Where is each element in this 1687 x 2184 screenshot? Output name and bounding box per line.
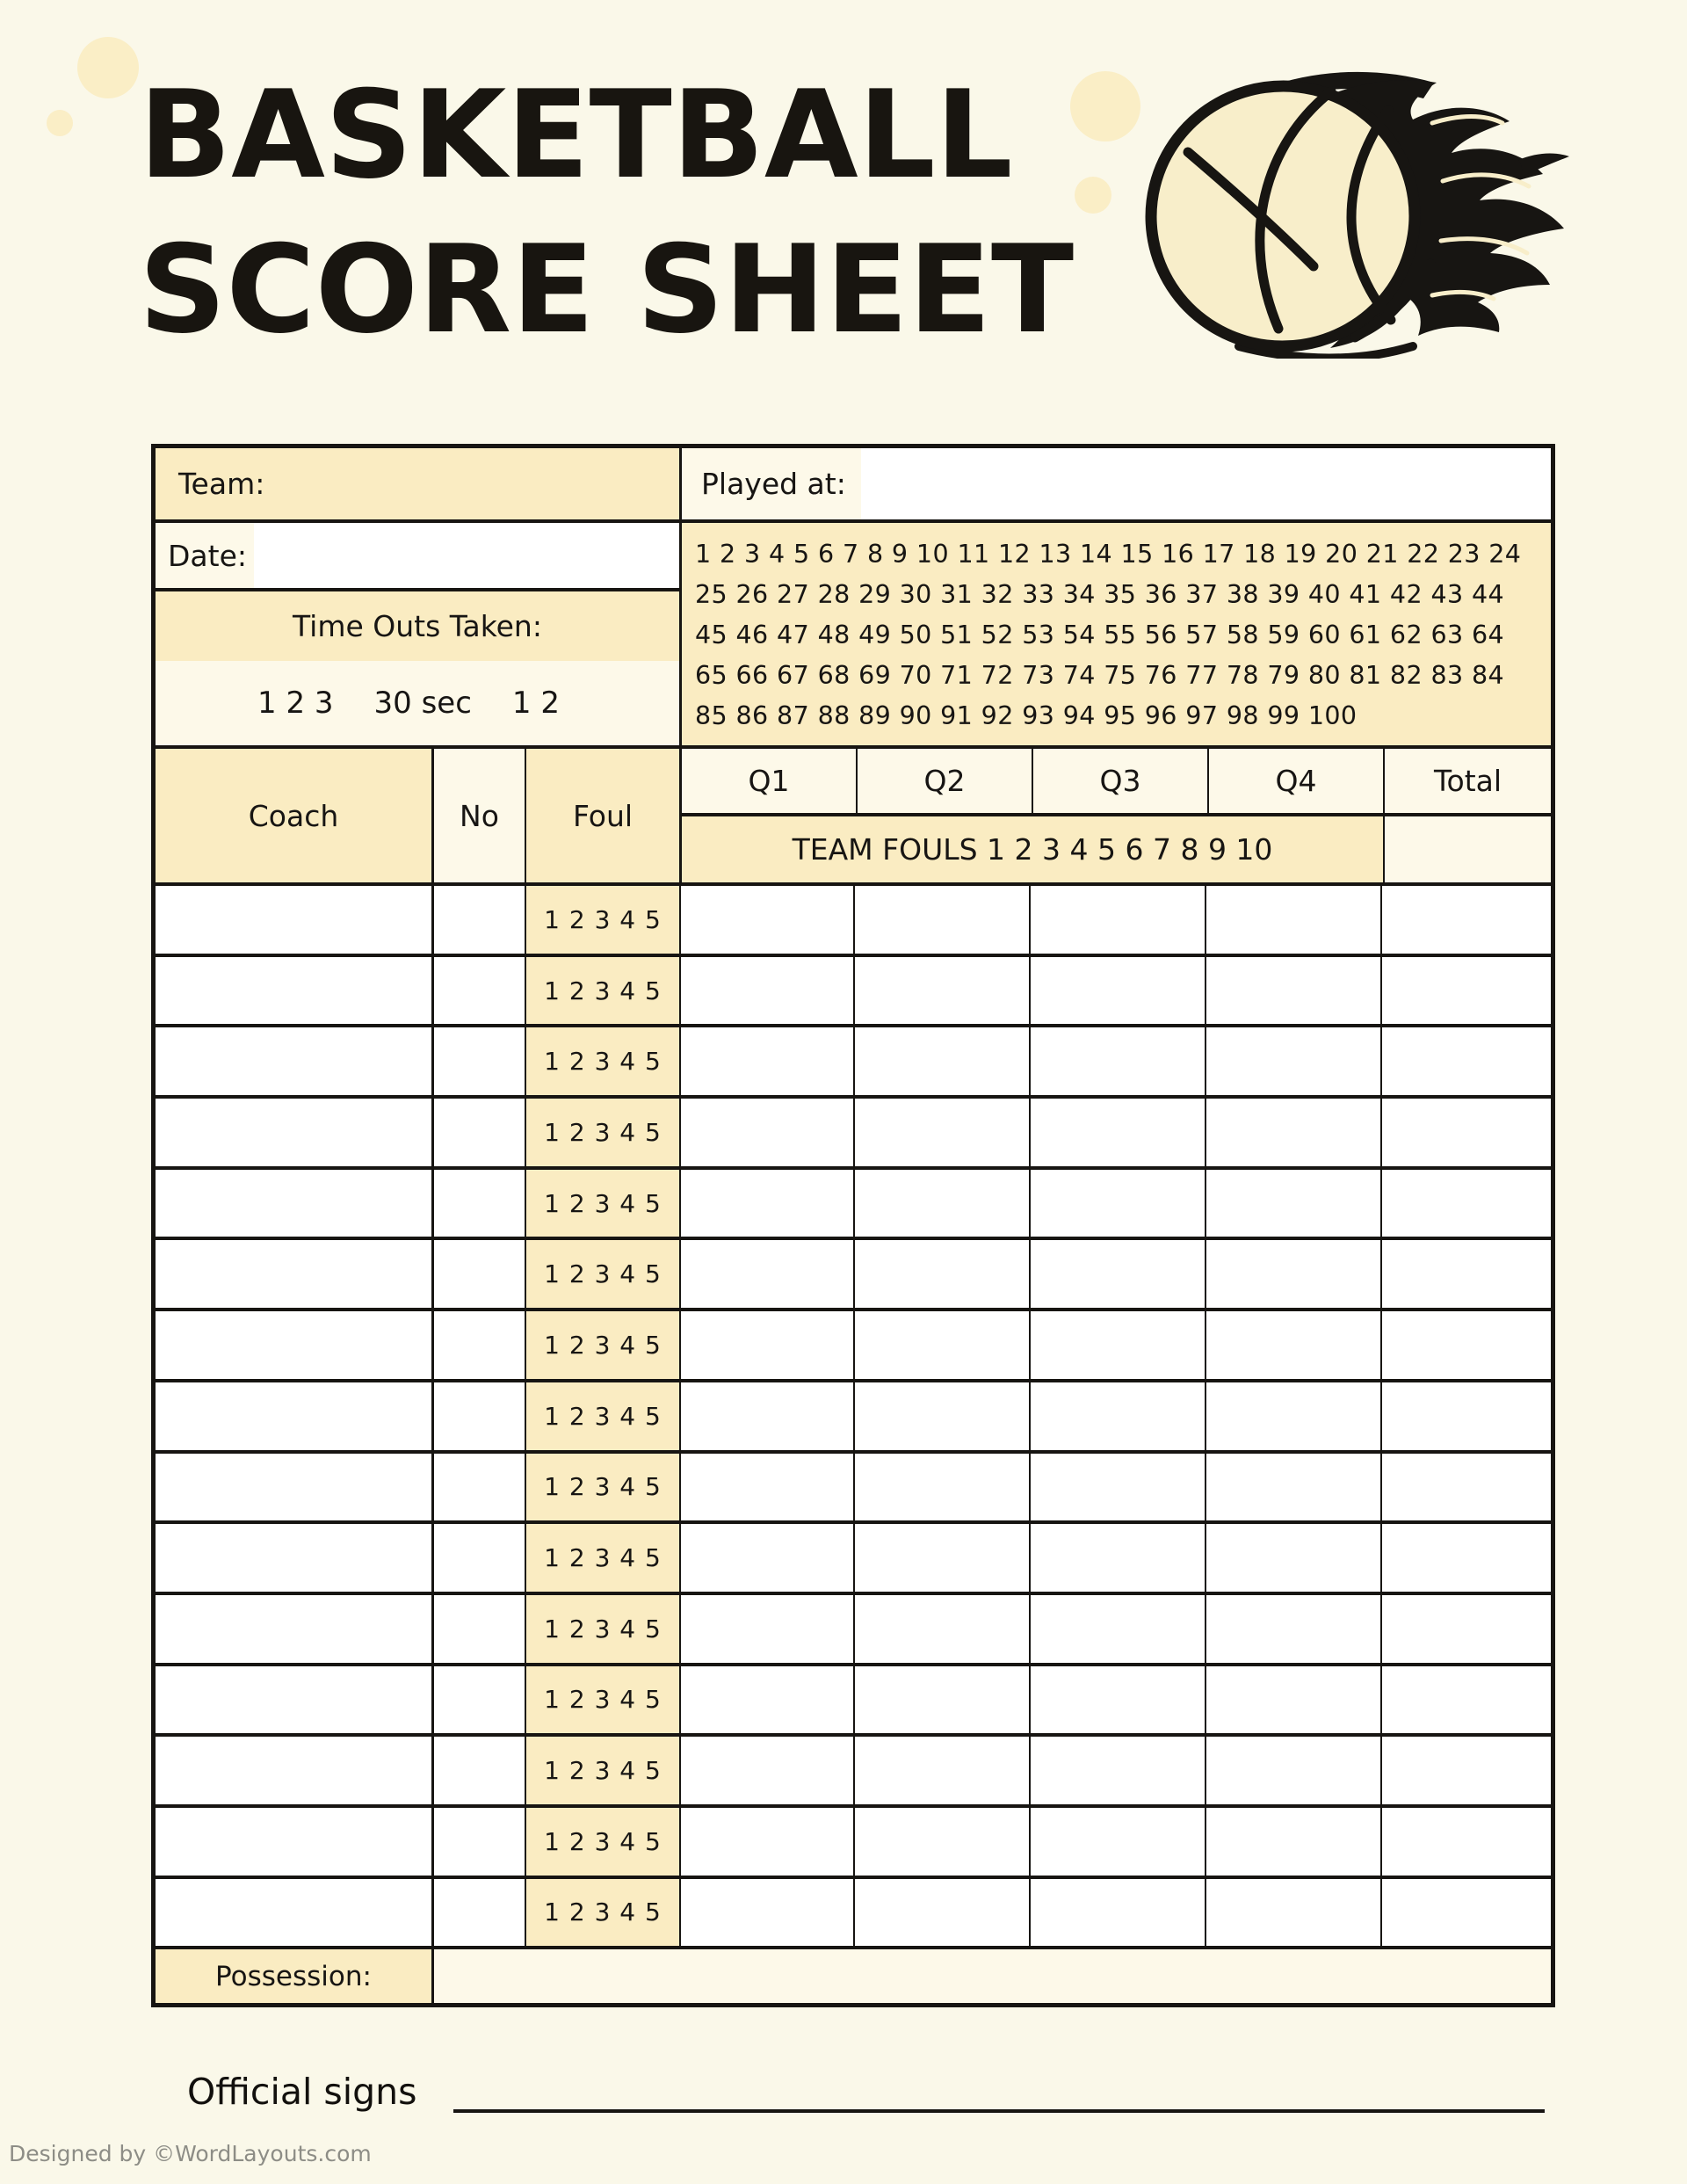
total-score-cell xyxy=(1380,1027,1551,1095)
q3-score-cell xyxy=(1029,886,1205,954)
q1-score-cell xyxy=(679,1099,853,1166)
q1-score-cell xyxy=(679,1311,853,1379)
date-and-score-row xyxy=(156,523,1551,749)
score-line: 25 26 27 28 29 30 31 32 33 34 35 36 37 38 39 40 41 42 43 44 xyxy=(695,580,1505,609)
q2-score-cell xyxy=(853,1808,1029,1876)
total-score-cell xyxy=(1380,1382,1551,1450)
total-score-cell xyxy=(1380,1808,1551,1876)
player-name-cell xyxy=(156,1879,431,1947)
q2-score-cell xyxy=(853,1027,1029,1095)
total-score-cell xyxy=(1380,886,1551,954)
player-no-cell xyxy=(431,1027,525,1095)
player-row xyxy=(156,1099,1551,1170)
timeouts-half-scale: 1 2 xyxy=(511,686,560,721)
timeouts-taken-header xyxy=(156,591,679,661)
player-row xyxy=(156,1311,1551,1382)
foul-scale-cell: 1 2 3 4 5 xyxy=(525,1737,679,1804)
score-line: 1 2 3 4 5 6 7 8 9 10 11 12 13 14 15 16 17 18 19 20 21 22 23 24 xyxy=(695,540,1522,569)
q4-score-cell xyxy=(1205,1524,1380,1592)
player-name-cell xyxy=(156,1737,431,1804)
q1-score-cell xyxy=(679,1382,853,1450)
q2-score-cell xyxy=(853,1595,1029,1663)
played-at-label: Played at: xyxy=(701,467,846,501)
q1-score-cell xyxy=(679,1170,853,1237)
player-name-cell xyxy=(156,957,431,1025)
score-line: 65 66 67 68 69 70 71 72 73 74 75 76 77 78 79 80 81 82 83 84 xyxy=(695,661,1505,690)
team-fouls-row xyxy=(682,816,1551,882)
player-no-cell xyxy=(431,886,525,954)
q4-header: Q4 xyxy=(1207,749,1383,813)
foul-scale-cell: 1 2 3 4 5 xyxy=(525,957,679,1025)
foul-scale-cell: 1 2 3 4 5 xyxy=(525,1524,679,1592)
foul-scale-cell: 1 2 3 4 5 xyxy=(525,1454,679,1521)
q1-score-cell xyxy=(679,1454,853,1521)
q1-score-cell xyxy=(679,1524,853,1592)
total-score-cell xyxy=(1380,1311,1551,1379)
q3-header: Q3 xyxy=(1032,749,1207,813)
q2-score-cell xyxy=(853,886,1029,954)
designer-credit: Designed by ©WordLayouts.com xyxy=(9,2141,372,2166)
q2-score-cell xyxy=(853,1737,1029,1804)
q1-score-cell xyxy=(679,1595,853,1663)
player-name-cell xyxy=(156,1808,431,1876)
q4-score-cell xyxy=(1205,1027,1380,1095)
running-score-grid xyxy=(679,523,1551,745)
player-row xyxy=(156,1524,1551,1595)
team-label: Team: xyxy=(178,467,265,501)
q1-header: Q1 xyxy=(682,749,856,813)
total-score-cell xyxy=(1380,1240,1551,1308)
total-score-cell xyxy=(1380,1170,1551,1237)
q4-score-cell xyxy=(1205,1737,1380,1804)
total-score-cell xyxy=(1380,1737,1551,1804)
score-sheet-table xyxy=(151,444,1555,2007)
player-name-cell xyxy=(156,1240,431,1308)
player-name-cell xyxy=(156,1027,431,1095)
q4-score-cell xyxy=(1205,1382,1380,1450)
foul-scale-cell: 1 2 3 4 5 xyxy=(525,1311,679,1379)
player-row xyxy=(156,1595,1551,1666)
date-timeouts-stack xyxy=(156,523,679,745)
q2-score-cell xyxy=(853,1170,1029,1237)
official-signs-signature-line xyxy=(453,2109,1545,2113)
decorative-circle xyxy=(1070,71,1140,141)
q2-score-cell xyxy=(853,1454,1029,1521)
q3-score-cell xyxy=(1029,1027,1205,1095)
timeouts-30sec-label: 30 sec xyxy=(373,686,472,721)
player-name-cell xyxy=(156,1595,431,1663)
q2-score-cell xyxy=(853,1099,1029,1166)
foul-scale-cell: 1 2 3 4 5 xyxy=(525,1240,679,1308)
official-signs-label: Official signs xyxy=(187,2071,417,2113)
q4-score-cell xyxy=(1205,1099,1380,1166)
q1-score-cell xyxy=(679,1027,853,1095)
q1-score-cell xyxy=(679,1879,853,1947)
player-no-cell xyxy=(431,1240,525,1308)
q4-score-cell xyxy=(1205,1666,1380,1734)
player-name-cell xyxy=(156,1170,431,1237)
flaming-basketball-icon xyxy=(1133,69,1573,359)
team-fouls-scale: TEAM FOULS 1 2 3 4 5 6 7 8 9 10 xyxy=(682,816,1383,882)
player-name-cell xyxy=(156,886,431,954)
foul-scale-cell: 1 2 3 4 5 xyxy=(525,1808,679,1876)
player-name-cell xyxy=(156,1311,431,1379)
q1-score-cell xyxy=(679,1737,853,1804)
coach-header xyxy=(156,749,431,882)
quarters-header-block xyxy=(679,749,1551,882)
q2-header: Q2 xyxy=(856,749,1032,813)
played-at-field xyxy=(679,448,1551,519)
player-no-cell xyxy=(431,1666,525,1734)
q4-score-cell xyxy=(1205,1808,1380,1876)
q1-score-cell xyxy=(679,1666,853,1734)
total-score-cell xyxy=(1380,1666,1551,1734)
q3-score-cell xyxy=(1029,1737,1205,1804)
player-name-cell xyxy=(156,1099,431,1166)
q3-score-cell xyxy=(1029,1311,1205,1379)
q3-score-cell xyxy=(1029,1879,1205,1947)
foul-scale-cell: 1 2 3 4 5 xyxy=(525,1099,679,1166)
decorative-circle xyxy=(77,37,139,98)
player-row xyxy=(156,1170,1551,1241)
q4-score-cell xyxy=(1205,1454,1380,1521)
q2-score-cell xyxy=(853,1666,1029,1734)
player-row xyxy=(156,1737,1551,1808)
quarter-header-row xyxy=(682,749,1551,816)
column-header-row xyxy=(156,749,1551,886)
q3-score-cell xyxy=(1029,1240,1205,1308)
q3-score-cell xyxy=(1029,1595,1205,1663)
foul-scale-cell: 1 2 3 4 5 xyxy=(525,1170,679,1237)
q3-score-cell xyxy=(1029,1666,1205,1734)
q4-score-cell xyxy=(1205,1240,1380,1308)
player-no-cell xyxy=(431,1808,525,1876)
number-header xyxy=(431,749,525,882)
player-no-cell xyxy=(431,1454,525,1521)
q2-score-cell xyxy=(853,1382,1029,1450)
score-line: 45 46 47 48 49 50 51 52 53 54 55 56 57 58 59 60 61 62 63 64 xyxy=(695,620,1505,649)
page-title-line2: SCORE SHEET xyxy=(139,219,1075,360)
timeouts-scale xyxy=(156,661,679,745)
q2-score-cell xyxy=(853,1240,1029,1308)
player-no-cell xyxy=(431,957,525,1025)
player-no-cell xyxy=(431,1595,525,1663)
q3-score-cell xyxy=(1029,1099,1205,1166)
total-score-cell xyxy=(1380,1879,1551,1947)
possession-label: Possession: xyxy=(156,1949,431,2003)
foul-header-label: Foul xyxy=(572,798,634,833)
foul-scale-cell: 1 2 3 4 5 xyxy=(525,1027,679,1095)
player-no-cell xyxy=(431,1524,525,1592)
team-row xyxy=(156,448,1551,523)
foul-scale-cell: 1 2 3 4 5 xyxy=(525,1382,679,1450)
total-score-cell xyxy=(1380,1099,1551,1166)
number-header-label: No xyxy=(460,798,499,833)
q1-score-cell xyxy=(679,886,853,954)
q3-score-cell xyxy=(1029,1808,1205,1876)
player-no-cell xyxy=(431,1879,525,1947)
played-at-label-strip xyxy=(682,448,861,519)
q3-score-cell xyxy=(1029,1524,1205,1592)
date-field xyxy=(156,523,679,591)
total-score-cell xyxy=(1380,1595,1551,1663)
q2-score-cell xyxy=(853,1879,1029,1947)
decorative-circle xyxy=(1075,177,1111,214)
player-row xyxy=(156,1027,1551,1099)
foul-scale-cell: 1 2 3 4 5 xyxy=(525,1879,679,1947)
decorative-circle xyxy=(47,110,73,136)
player-name-cell xyxy=(156,1454,431,1521)
foul-header xyxy=(525,749,679,882)
q4-score-cell xyxy=(1205,957,1380,1025)
total-score-cell xyxy=(1380,1454,1551,1521)
q3-score-cell xyxy=(1029,1170,1205,1237)
q4-score-cell xyxy=(1205,1595,1380,1663)
player-no-cell xyxy=(431,1737,525,1804)
foul-scale-cell: 1 2 3 4 5 xyxy=(525,1595,679,1663)
player-row xyxy=(156,1382,1551,1454)
player-no-cell xyxy=(431,1311,525,1379)
foul-scale-cell: 1 2 3 4 5 xyxy=(525,886,679,954)
q1-score-cell xyxy=(679,957,853,1025)
player-row xyxy=(156,1808,1551,1879)
total-header: Total xyxy=(1383,749,1551,813)
q1-score-cell xyxy=(679,1808,853,1876)
q2-score-cell xyxy=(853,1524,1029,1592)
q3-score-cell xyxy=(1029,957,1205,1025)
page-title-line1: BASKETBALL xyxy=(139,64,1013,206)
q3-score-cell xyxy=(1029,1382,1205,1450)
player-name-cell xyxy=(156,1666,431,1734)
player-no-cell xyxy=(431,1099,525,1166)
player-name-cell xyxy=(156,1382,431,1450)
date-label: Date: xyxy=(168,538,247,573)
q4-score-cell xyxy=(1205,1170,1380,1237)
foul-scale-cell: 1 2 3 4 5 xyxy=(525,1666,679,1734)
page-title xyxy=(139,58,1074,367)
player-row xyxy=(156,1666,1551,1738)
possession-row xyxy=(156,1949,1551,2003)
team-field xyxy=(156,448,679,519)
q2-score-cell xyxy=(853,1311,1029,1379)
player-rows xyxy=(156,886,1551,1949)
player-no-cell xyxy=(431,1170,525,1237)
coach-header-label: Coach xyxy=(248,798,339,833)
timeouts-full-scale: 1 2 3 xyxy=(257,686,334,721)
player-row xyxy=(156,886,1551,957)
team-fouls-total-cell xyxy=(1383,816,1551,882)
q3-score-cell xyxy=(1029,1454,1205,1521)
q4-score-cell xyxy=(1205,886,1380,954)
q4-score-cell xyxy=(1205,1879,1380,1947)
q2-score-cell xyxy=(853,957,1029,1025)
date-label-strip xyxy=(156,523,254,588)
timeouts-label: Time Outs Taken: xyxy=(293,609,542,643)
total-score-cell xyxy=(1380,1524,1551,1592)
player-row xyxy=(156,1454,1551,1525)
q4-score-cell xyxy=(1205,1311,1380,1379)
q1-score-cell xyxy=(679,1240,853,1308)
player-no-cell xyxy=(431,1382,525,1450)
total-score-cell xyxy=(1380,957,1551,1025)
player-name-cell xyxy=(156,1524,431,1592)
player-row xyxy=(156,1879,1551,1950)
possession-value-cell xyxy=(431,1949,1551,2003)
score-line: 85 86 87 88 89 90 91 92 93 94 95 96 97 98 99 100 xyxy=(695,701,1358,730)
player-row xyxy=(156,957,1551,1028)
player-row xyxy=(156,1240,1551,1311)
